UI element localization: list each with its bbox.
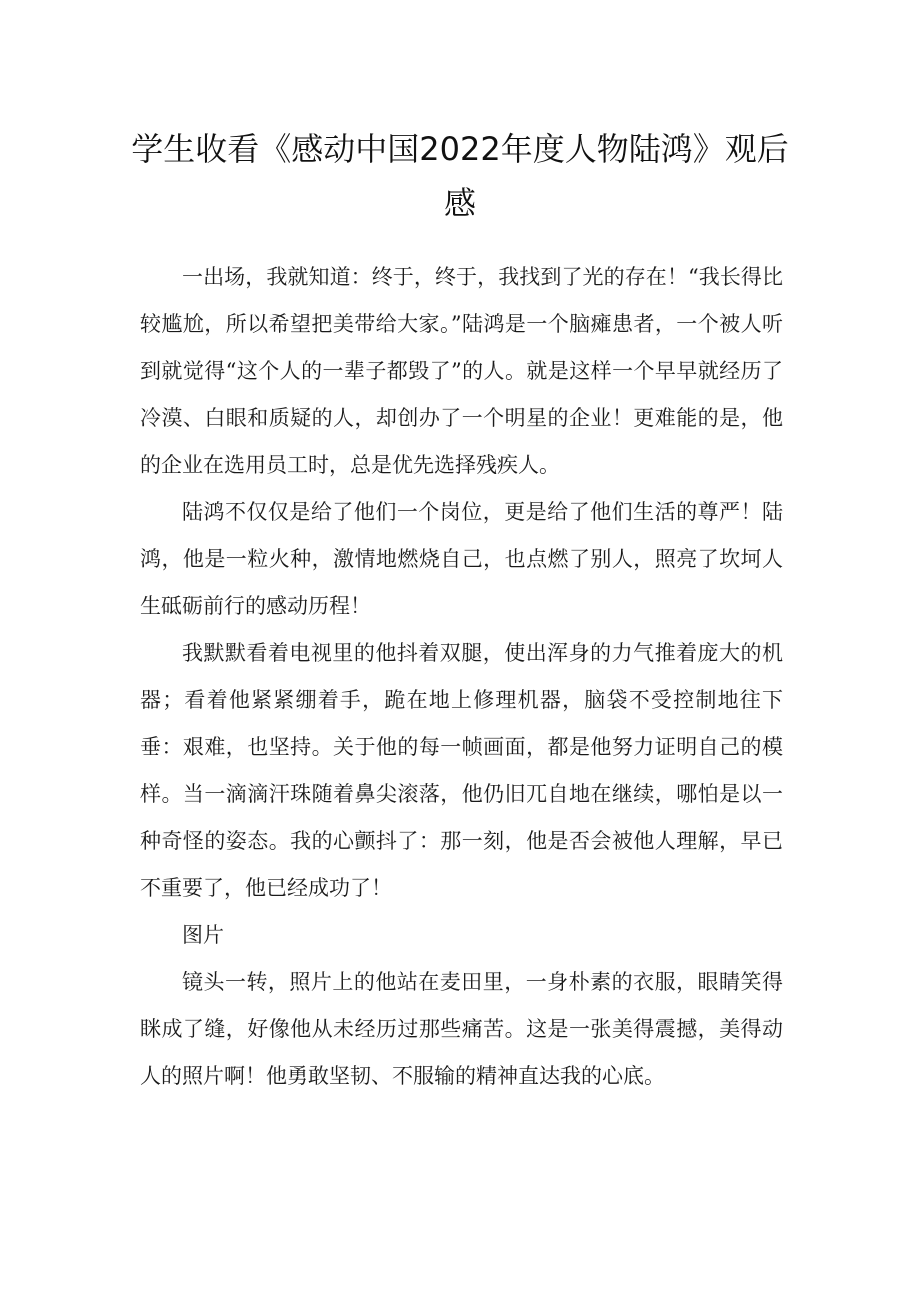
paragraph-4: 图片 bbox=[182, 923, 224, 947]
paragraph-5: 镜头一转，照片上的他站在麦田里，一身朴素的衣服，眼睛笑得眯成了缝，好像他从未经历过那些痛苦。这是一张美得震撼，美得动人的照片啊！他勇敢坚韧、不服输的精神直达我的心底。 bbox=[140, 970, 783, 1088]
document-title: 学生收看《感动中国2022年度人物陆鸿》观后感 bbox=[131, 130, 789, 222]
paragraph-3: 我默默看着电视里的他抖着双腿，使出浑身的力气推着庞大的机器；看着他紧紧绷着手，跪在地上修理机器，脑袋不受控制地往下垂：艰难，也坚持。关于他的每一帧画面，都是他努力证明自己的模样。当一滴滴汗珠随着鼻尖滚落，他仍旧兀自地在继续，哪怕是以一种奇怪的姿态。我的心颤抖了：那一刻，他是否会被他人理解，早已不重要了，他已经成功了！ bbox=[140, 641, 783, 900]
paragraph-2: 陆鸿不仅仅是给了他们一个岗位，更是给了他们生活的尊严！陆鸿，他是一粒火种，激情地燃烧自己，也点燃了别人，照亮了坎坷人生砥砺前行的感动历程！ bbox=[140, 500, 783, 618]
document-body bbox=[140, 254, 783, 1100]
paragraph-1: 一出场，我就知道：终于，终于，我找到了光的存在！“我长得比较尴尬，所以希望把美带给大家。”陆鸿是一个脑瘫患者，一个被人听到就觉得“这个人的一辈子都毁了”的人。就是这样一个早早就经历了冷漠、白眼和质疑的人，却创办了一个明星的企业！更难能的是，他的企业在选用员工时，总是优先选择残疾人。 bbox=[140, 265, 783, 477]
